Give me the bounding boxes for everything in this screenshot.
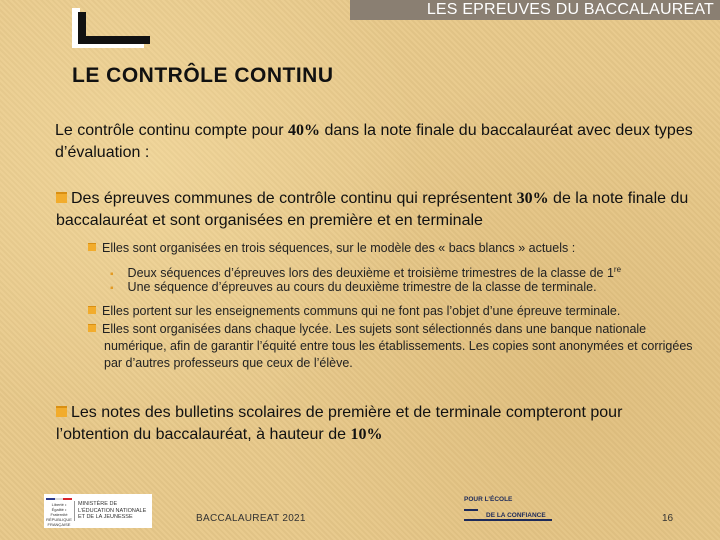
bullet-square-icon (88, 306, 96, 314)
marianne-flag-icon (46, 498, 72, 527)
sub-bullet-sequences (88, 240, 688, 257)
subsub1-superscript: re (613, 265, 622, 274)
bullet-dot-icon: ▪ (110, 283, 114, 294)
header-title: LES EPREUVES DU BACCALAUREAT (426, 1, 714, 18)
subsub2-text: Une séquence d’épreuves au cours du deuxième trimestre de la classe de terminale. (127, 280, 597, 294)
sub-bullet-enseignements (88, 303, 688, 320)
bullet-square-icon (56, 406, 67, 417)
footer-label: BACCALAUREAT 2021 (196, 513, 306, 524)
sub3-text: Elles sont organisées dans chaque lycée. Les sujets sont sélectionnés dans une banque nationale numérique, afin de garantir l’équité entre tous les établissements. Les copies sont anonymées et corrigées par d’autres professeurs que ceux de l’élève. (102, 322, 693, 370)
bullet-notes-bulletins (56, 402, 696, 446)
ecole-confiance-logo (464, 496, 554, 524)
logo-line1: POUR L’ÉCOLE (464, 496, 513, 503)
sub2-text: Elles portent sur les enseignements communs qui ne font pas l’objet d’une épreuve terminale. (102, 304, 621, 318)
intro-text-start: Le contrôle continu compte pour (55, 122, 289, 139)
bullet2-text: Les notes des bulletins scolaires de première et de terminale compteront pour l’obtention du baccalauréat, à hauteur de (56, 404, 623, 443)
sub1-text: Elles sont organisées en trois séquences, sur le modèle des « bacs blancs » actuels : (102, 241, 576, 255)
subsub1-text: Deux séquences d’épreuves lors des deuxième et troisième trimestres de la classe de 1 (127, 266, 614, 281)
bullet-dot-icon: ▪ (110, 269, 114, 281)
logo-line2: DE LA CONFIANCE (486, 512, 546, 519)
bullet1-text-end: de la note finale du baccalauréat et sont organisées en première et en terminale (56, 190, 689, 229)
ministry-motto: Liberté • Égalité • Fraternité RÉPUBLIQUE FRANÇAISE (46, 502, 72, 527)
header-bar (350, 0, 720, 20)
bullet1-text-start: Des épreuves communes de contrôle continu qui représentent (71, 190, 517, 207)
page-title: LE CONTRÔLE CONTINU (72, 64, 334, 87)
intro-text-end: dans la note finale du baccalauréat avec deux types d’évaluation : (55, 122, 693, 161)
sub-bullet-organisation (88, 321, 704, 372)
ministry-name: MINISTÈRE DE L’ÉDUCATION NATIONALE ET DE LA JEUNESSE (74, 501, 150, 521)
page-number: 16 (662, 513, 674, 524)
subsub-bullet-une-sequence (110, 279, 597, 297)
intro-paragraph (55, 120, 695, 164)
bullet2-percent: 10% (350, 426, 383, 443)
bullet-square-icon (88, 243, 96, 251)
corner-bracket-decoration (72, 8, 150, 48)
bullet1-percent: 30% (516, 190, 549, 207)
intro-percent: 40% (288, 122, 321, 139)
bullet-epreuves-communes (56, 188, 696, 232)
bullet-square-icon (56, 192, 67, 203)
ministry-logo (44, 494, 152, 528)
bullet-square-icon (88, 324, 96, 332)
